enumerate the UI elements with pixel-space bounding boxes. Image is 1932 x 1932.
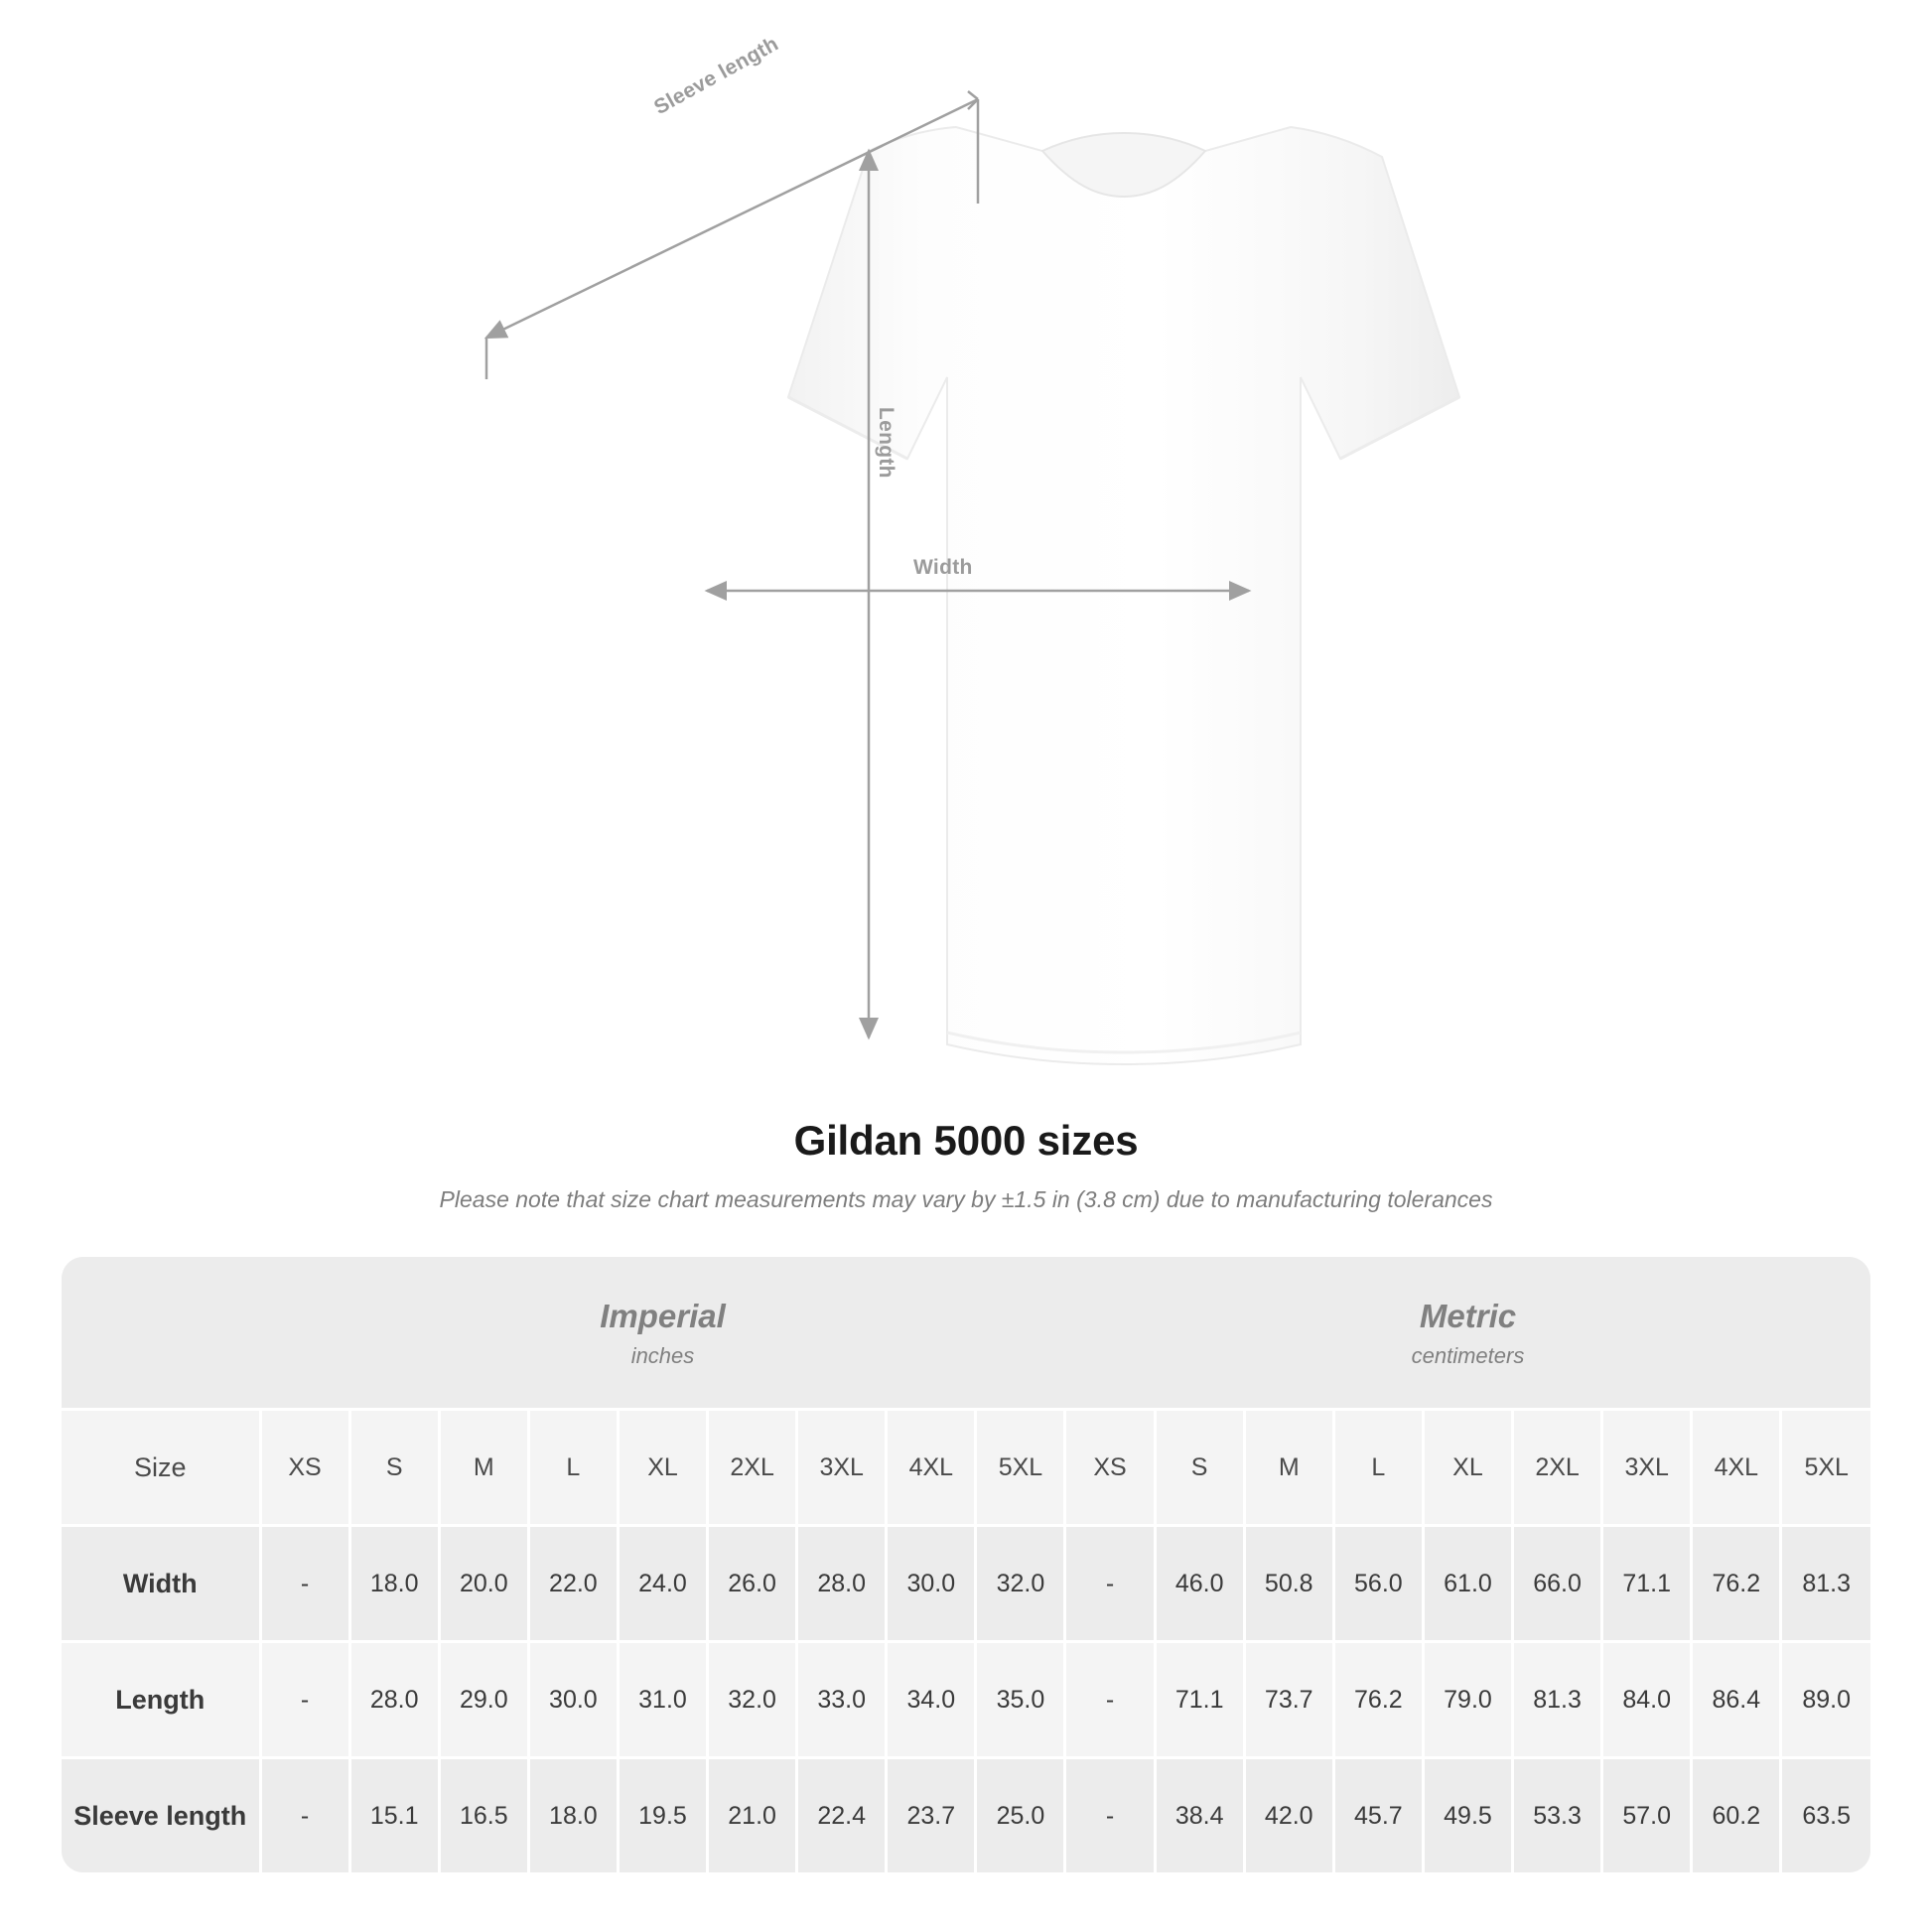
cell-sleeve-metric-xs: -	[1065, 1758, 1155, 1873]
cell-length-metric-xs: -	[1065, 1642, 1155, 1758]
cell-sleeve-imperial-3xl: 22.4	[797, 1758, 887, 1873]
cell-length-metric-m: 73.7	[1244, 1642, 1333, 1758]
width-label: Width	[913, 556, 973, 579]
title-block	[0, 1117, 1932, 1213]
size-header-imperial-5xl: 5XL	[976, 1410, 1065, 1526]
cell-sleeve-imperial-4xl: 23.7	[887, 1758, 976, 1873]
row-label-width: Width	[62, 1526, 260, 1642]
cell-sleeve-metric-xl: 49.5	[1423, 1758, 1512, 1873]
cell-length-imperial-m: 29.0	[439, 1642, 528, 1758]
cell-length-metric-2xl: 81.3	[1513, 1642, 1602, 1758]
size-header-metric-2xl: 2XL	[1513, 1410, 1602, 1526]
table-row	[62, 1642, 1870, 1758]
cell-length-imperial-s: 28.0	[349, 1642, 439, 1758]
unit-name-imperial: Imperial	[600, 1298, 726, 1335]
size-header-imperial-4xl: 4XL	[887, 1410, 976, 1526]
cell-length-imperial-2xl: 32.0	[708, 1642, 797, 1758]
tshirt-shape	[788, 127, 1459, 1064]
cell-width-imperial-l: 22.0	[528, 1526, 618, 1642]
cell-sleeve-metric-m: 42.0	[1244, 1758, 1333, 1873]
size-header-imperial-xl: XL	[618, 1410, 707, 1526]
cell-width-metric-s: 46.0	[1155, 1526, 1244, 1642]
unit-group-imperial	[260, 1257, 1065, 1410]
size-header-imperial-2xl: 2XL	[708, 1410, 797, 1526]
cell-sleeve-imperial-xl: 19.5	[618, 1758, 707, 1873]
cell-sleeve-metric-l: 45.7	[1333, 1758, 1423, 1873]
page-title: Gildan 5000 sizes	[793, 1117, 1139, 1164]
cell-sleeve-imperial-s: 15.1	[349, 1758, 439, 1873]
row-header-size: Size	[62, 1410, 260, 1526]
cell-width-metric-m: 50.8	[1244, 1526, 1333, 1642]
cell-length-imperial-3xl: 33.0	[797, 1642, 887, 1758]
cell-width-imperial-5xl: 32.0	[976, 1526, 1065, 1642]
cell-width-imperial-xs: -	[260, 1526, 349, 1642]
cell-length-metric-5xl: 89.0	[1781, 1642, 1870, 1758]
size-table	[62, 1257, 1870, 1872]
row-label-length: Length	[62, 1642, 260, 1758]
cell-sleeve-metric-3xl: 57.0	[1602, 1758, 1692, 1873]
cell-width-metric-3xl: 71.1	[1602, 1526, 1692, 1642]
length-label: Length	[875, 407, 897, 479]
cell-length-imperial-l: 30.0	[528, 1642, 618, 1758]
table-row	[62, 1758, 1870, 1873]
cell-width-imperial-3xl: 28.0	[797, 1526, 887, 1642]
unit-name-metric: Metric	[1419, 1298, 1517, 1335]
size-header-metric-l: L	[1333, 1410, 1423, 1526]
size-header-metric-3xl: 3XL	[1602, 1410, 1692, 1526]
size-header-metric-s: S	[1155, 1410, 1244, 1526]
cell-width-metric-xl: 61.0	[1423, 1526, 1512, 1642]
cell-width-metric-xs: -	[1065, 1526, 1155, 1642]
size-header-metric-xl: XL	[1423, 1410, 1512, 1526]
cell-length-metric-4xl: 86.4	[1692, 1642, 1781, 1758]
cell-length-imperial-xl: 31.0	[618, 1642, 707, 1758]
cell-sleeve-imperial-2xl: 21.0	[708, 1758, 797, 1873]
cell-width-imperial-m: 20.0	[439, 1526, 528, 1642]
cell-sleeve-imperial-5xl: 25.0	[976, 1758, 1065, 1873]
size-header-imperial-l: L	[528, 1410, 618, 1526]
size-header-imperial-m: M	[439, 1410, 528, 1526]
cell-sleeve-imperial-m: 16.5	[439, 1758, 528, 1873]
cell-width-metric-2xl: 66.0	[1513, 1526, 1602, 1642]
cell-width-metric-l: 56.0	[1333, 1526, 1423, 1642]
unit-spacer-cell	[62, 1257, 260, 1410]
cell-width-metric-4xl: 76.2	[1692, 1526, 1781, 1642]
cell-sleeve-metric-2xl: 53.3	[1513, 1758, 1602, 1873]
unit-sub-imperial: inches	[630, 1342, 695, 1368]
cell-length-metric-3xl: 84.0	[1602, 1642, 1692, 1758]
size-header-metric-m: M	[1244, 1410, 1333, 1526]
cell-width-imperial-s: 18.0	[349, 1526, 439, 1642]
cell-width-imperial-2xl: 26.0	[708, 1526, 797, 1642]
sleeve-length-label: Sleeve length	[650, 32, 782, 120]
cell-length-metric-xl: 79.0	[1423, 1642, 1512, 1758]
size-table-wrapper	[62, 1257, 1870, 1872]
cell-width-metric-5xl: 81.3	[1781, 1526, 1870, 1642]
size-header-row	[62, 1410, 1870, 1526]
cell-length-metric-s: 71.1	[1155, 1642, 1244, 1758]
cell-sleeve-metric-4xl: 60.2	[1692, 1758, 1781, 1873]
unit-sub-metric: centimeters	[1411, 1342, 1525, 1368]
cell-width-imperial-xl: 24.0	[618, 1526, 707, 1642]
row-label-sleeve-length: Sleeve length	[62, 1758, 260, 1873]
table-row	[62, 1526, 1870, 1642]
unit-header-row	[62, 1257, 1870, 1410]
cell-length-imperial-xs: -	[260, 1642, 349, 1758]
size-header-metric-4xl: 4XL	[1692, 1410, 1781, 1526]
cell-length-metric-l: 76.2	[1333, 1642, 1423, 1758]
cell-sleeve-imperial-xs: -	[260, 1758, 349, 1873]
size-header-metric-5xl: 5XL	[1781, 1410, 1870, 1526]
size-header-imperial-s: S	[349, 1410, 439, 1526]
size-header-metric-xs: XS	[1065, 1410, 1155, 1526]
cell-sleeve-metric-s: 38.4	[1155, 1758, 1244, 1873]
cell-length-imperial-5xl: 35.0	[976, 1642, 1065, 1758]
cell-sleeve-metric-5xl: 63.5	[1781, 1758, 1870, 1873]
size-header-imperial-3xl: 3XL	[797, 1410, 887, 1526]
tolerance-note: Please note that size chart measurements may vary by ±1.5 in (3.8 cm) due to manufacturing tolerances	[439, 1186, 1493, 1212]
unit-group-metric	[1065, 1257, 1870, 1410]
cell-length-imperial-4xl: 34.0	[887, 1642, 976, 1758]
cell-sleeve-imperial-l: 18.0	[528, 1758, 618, 1873]
size-header-imperial-xs: XS	[260, 1410, 349, 1526]
cell-width-imperial-4xl: 30.0	[887, 1526, 976, 1642]
